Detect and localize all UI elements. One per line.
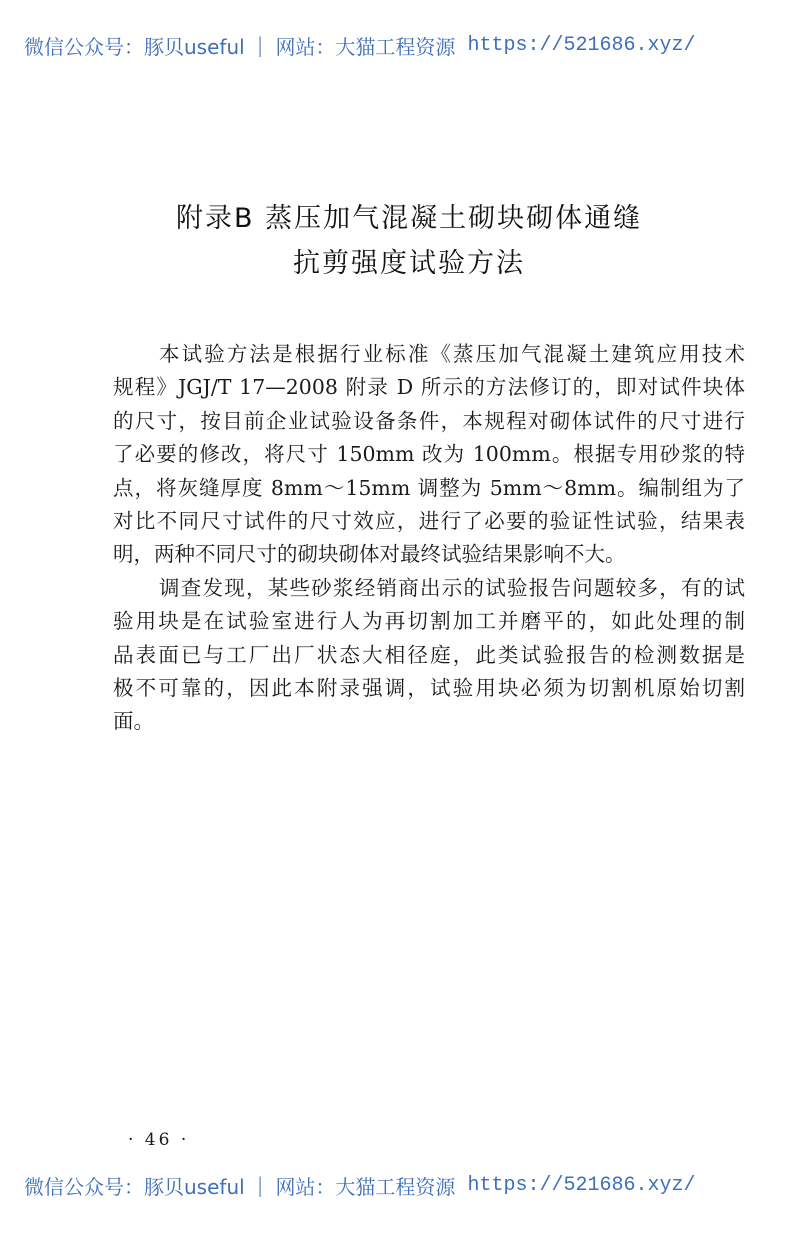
watermark-url[interactable]: https://521686.xyz/ xyxy=(467,33,696,57)
appendix-title-line2: 抗剪强度试验方法 xyxy=(293,248,525,279)
paragraph-line: 的尺寸，按目前企业试验设备条件，本规程对砌体试件的尺寸进行 xyxy=(113,408,745,433)
watermark-url[interactable]: https://521686.xyz/ xyxy=(467,1173,696,1197)
paragraph-line: 品表面已与工厂出厂状态大相径庭，此类试验报告的检测数据是 xyxy=(113,642,745,667)
watermark-separator: | xyxy=(256,33,264,57)
watermark-bottom xyxy=(24,1170,776,1200)
watermark-site-label: 网站：大猫工程资源 xyxy=(275,1174,456,1199)
paragraph-line: 对比不同尺寸试件的尺寸效应，进行了必要的验证性试验，结果表 xyxy=(113,508,745,533)
watermark-separator: | xyxy=(256,1173,264,1197)
watermark-site-label: 网站：大猫工程资源 xyxy=(275,34,456,59)
paragraph-line: 面。 xyxy=(113,709,154,734)
paragraph-line: 了必要的修改，将尺寸 150mm 改为 100mm。根据专用砂浆的特 xyxy=(113,442,745,467)
body-text xyxy=(113,338,745,739)
paragraph-line: 极不可靠的，因此本附录强调，试验用块必须为切割机原始切割 xyxy=(113,675,745,700)
paragraph-line: 验用块是在试验室进行人为再切割加工并磨平的，如此处理的制 xyxy=(113,609,745,634)
watermark-label: 微信公众号：豚贝useful xyxy=(24,34,245,59)
page-number: · 46 · xyxy=(128,1130,190,1150)
paragraph-line: 规程》JGJ/T 17—2008 附录 D 所示的方法修订的，即对试件块体 xyxy=(113,375,745,400)
paragraph-line: 点，将灰缝厚度 8mm～15mm 调整为 5mm～8mm。编制组为了 xyxy=(113,475,745,500)
paragraph-line: 调查发现，某些砂浆经销商出示的试验报告问题较多，有的试 xyxy=(159,575,745,600)
appendix-title-line1: 附录B 蒸压加气混凝土砌块砌体通缝 xyxy=(176,203,643,234)
watermark-label: 微信公众号：豚贝useful xyxy=(24,1174,245,1199)
paragraph-line: 明，两种不同尺寸的砌块砌体对最终试验结果影响不大。 xyxy=(113,542,626,567)
paragraph-line: 本试验方法是根据行业标准《蒸压加气混凝土建筑应用技术 xyxy=(159,342,745,366)
watermark-top xyxy=(24,30,776,60)
